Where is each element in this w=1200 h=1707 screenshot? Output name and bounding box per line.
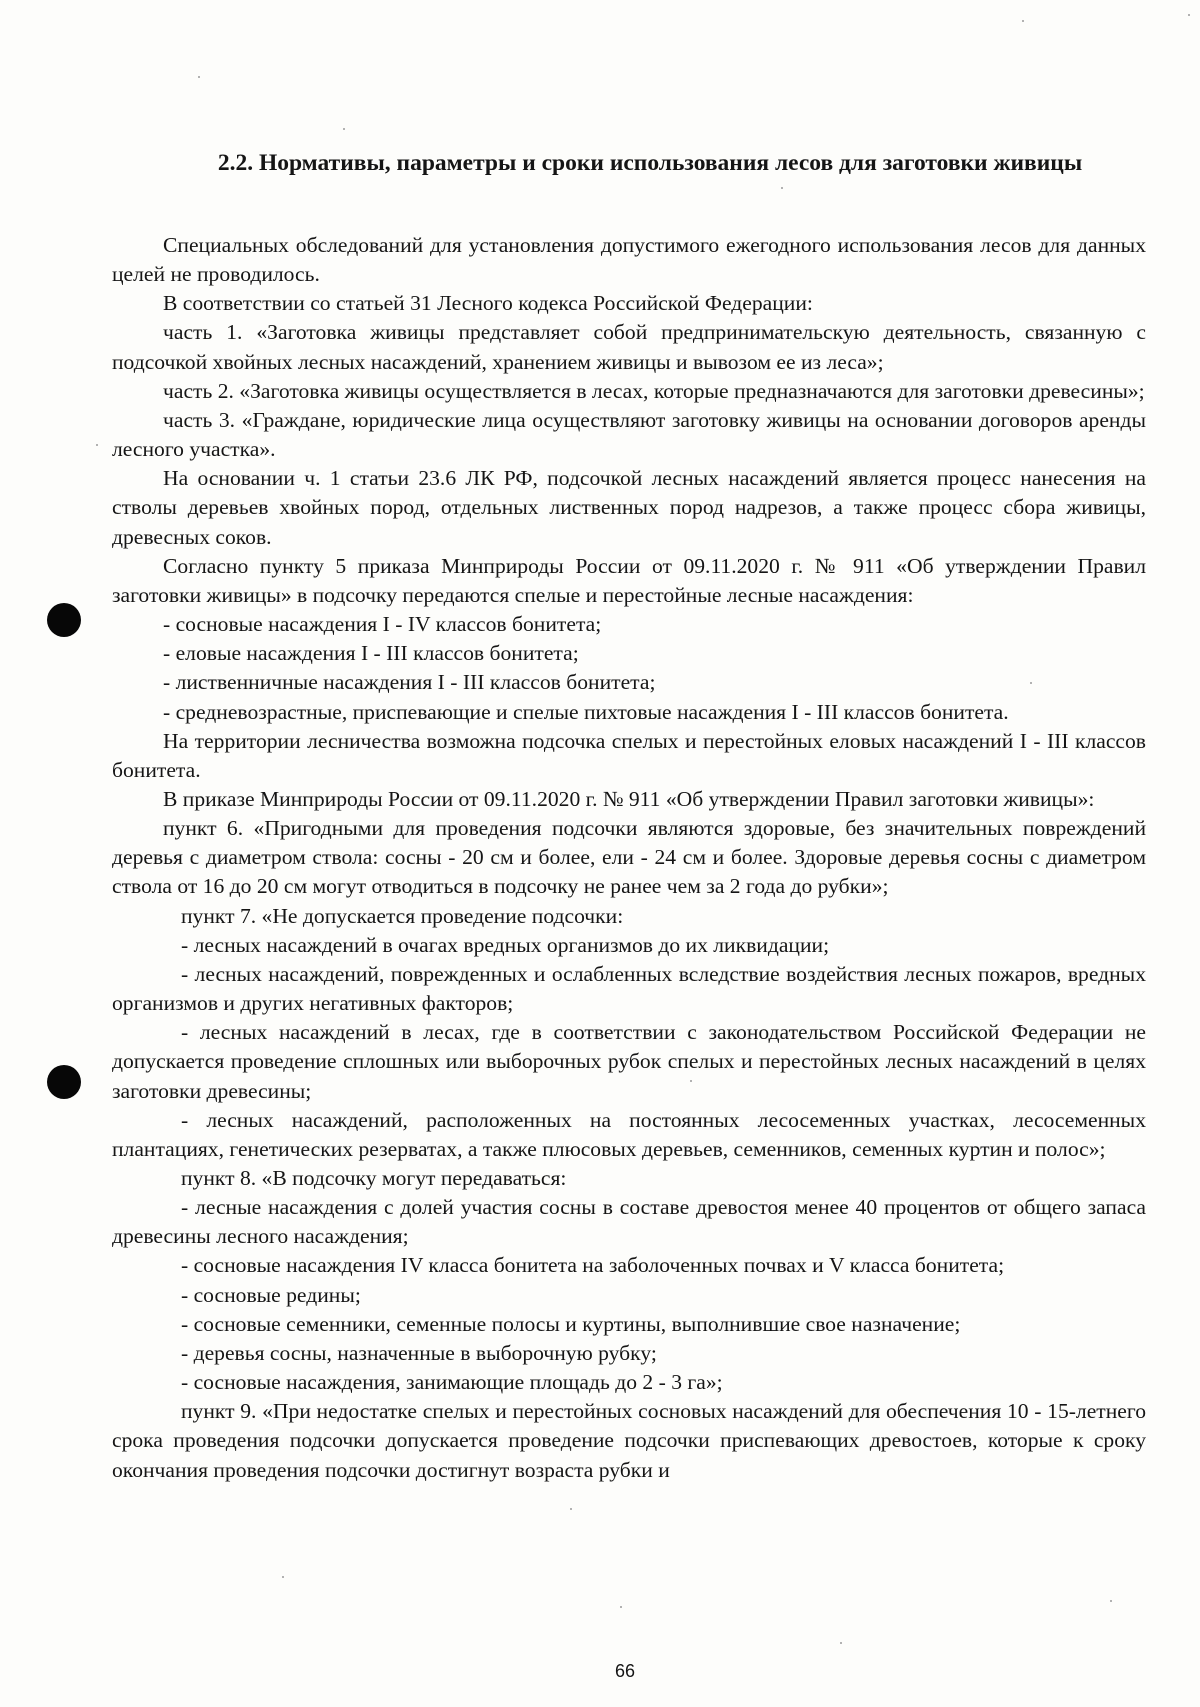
paragraph: На основании ч. 1 статьи 23.6 ЛК РФ, подсочкой лесных насаждений является процесс нанесения на стволы деревьев хвойных пород, отдельных лиственных пород надрезов, а также процесс сбора живицы, древесных соков. [112,466,1146,549]
paragraph: пункт 6. «Пригодными для проведения подсочки являются здоровые, без значительных повреждений деревья с диаметром ствола: сосны - 20 см и более, ели - 24 см и более. Здоровые деревья сосны с диаметром ствола от 16 до 20 см могут отводиться в подсочку не ранее чем за 2 года до рубки»; [112,816,1146,899]
paragraph: часть 2. «Заготовка живицы осуществляется в лесах, которые предназначаются для заготовки древесины»; [163,378,1145,403]
scan-speck [781,187,783,189]
list-item: - средневозрастные, приспевающие и спелые пихтовые насаждения I - III классов бонитета. [163,699,1009,724]
list-item: - лесных насаждений в очагах вредных организмов до их ликвидации; [181,932,830,957]
list-item: - лесных насаждений, расположенных на постоянных лесосеменных участках, лесосеменных плантациях, генетических резерватах, а также плюсовых деревьев, семенников, семенных куртин и полос»; [112,1107,1146,1161]
list-item: - лиственничные насаждения I - III классов бонитета; [163,670,656,695]
list-item: - сосновые насаждения I - IV классов бонитета; [163,612,602,637]
list-item: - лесных насаждений в лесах, где в соответствии с законодательством Российской Федерации не допускается проведение сплошных или выборочных рубок спелых и перестойных лесных насаждений в целях заготовки древесины; [112,1020,1146,1103]
list-item: - деревья сосны, назначенные в выборочную рубку; [181,1340,657,1365]
paragraph: В приказе Минприроды России от 09.11.2020 г. № 911 «Об утверждении Правил заготовки живицы»: [163,786,1095,811]
scan-speck [620,1606,622,1608]
list-item: - сосновые насаждения, занимающие площадь до 2 - 3 га»; [181,1370,723,1395]
paragraph: часть 1. «Заготовка живицы представляет собой предпринимательскую деятельность, связанную с подсочкой хвойных лесных насаждений, хранением живицы и вывозом ее из леса»; [112,320,1146,374]
punch-hole-mark [47,1065,81,1099]
list-item: - сосновые семенники, семенные полосы и куртины, выполнившие свое назначение; [181,1311,961,1336]
paragraph: пункт 8. «В подсочку могут передаваться: [181,1166,567,1190]
punch-hole-mark [47,603,81,637]
list-item: - еловые насаждения I - III классов бонитета; [163,641,579,666]
list-item: - лесных насаждений, поврежденных и ослабленных вследствие воздействия лесных пожаров, вредных организмов и других негативных факторов; [112,961,1146,1016]
scan-speck [343,128,345,130]
paragraph: На территории лесничества возможна подсочка спелых и перестойных еловых насаждений I - III классов бонитета. [112,728,1146,782]
scan-speck [840,1642,842,1644]
paragraph: часть 3. «Граждане, юридические лица осуществляют заготовку живицы на основании договоров аренды лесного участка». [112,407,1146,462]
paragraph: В соответствии со статьей 31 Лесного кодекса Российской Федерации: [163,291,813,316]
scan-speck [282,1576,284,1578]
paragraph: пункт 7. «Не допускается проведение подсочки: [181,903,624,928]
list-item: - сосновые редины; [181,1282,361,1307]
scan-speck [96,444,98,446]
paragraph: Согласно пункту 5 приказа Минприроды России от 09.11.2020 г. № 911 «Об утверждении Правил заготовки живицы» в подсочку передаются спелые и перестойные лесные насаждения: [112,553,1146,607]
section-heading: 2.2. Нормативы, параметры и сроки использования лесов для заготовки живицы [217,150,1083,176]
paragraph: пункт 9. «При недостатке спелых и перестойных сосновых насаждений для обеспечения 10 - 15-летнего срока проведения подсочки допускается проведение подсочки приспевающих древостоев, которые к сроку окончания проведения подсочки достигнут возраста рубки и [112,1399,1146,1482]
scan-speck [1110,1600,1112,1602]
scan-speck [570,1508,572,1510]
list-item: - сосновые насаждения IV класса бонитета на заболоченных почвах и V класса бонитета; [181,1253,1005,1278]
scan-speck [1022,20,1024,22]
paragraph: Специальных обследований для установления допустимого ежегодного использования лесов для данных целей не проводилось. [112,233,1146,287]
scan-speck [1188,14,1190,16]
scan-speck [198,76,200,78]
document-body [112,231,1146,1485]
list-item: - лесные насаждения с долей участия сосны в составе древостоя менее 40 процентов от общего запаса древесины лесного насаждения; [112,1195,1146,1249]
page-number: 66 [614,1661,636,1681]
